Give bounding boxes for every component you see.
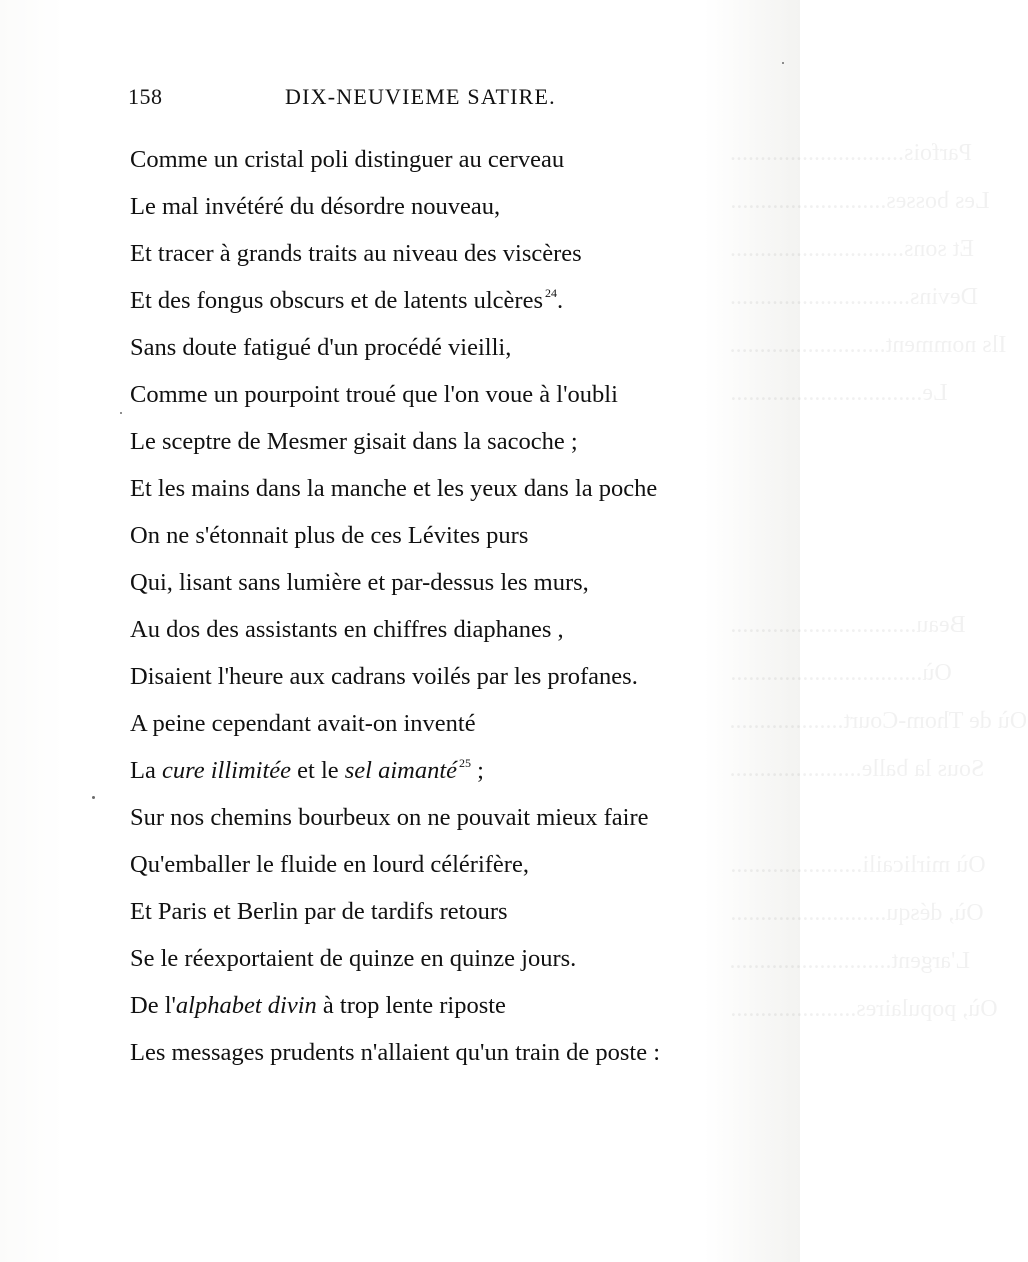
verse-line: Les messages prudents n'allaient qu'un train de poste : (130, 1039, 661, 1066)
verse-line: De l'alphabet divin à trop lente riposte (130, 992, 506, 1019)
italic-term: cure illimitée (161, 757, 292, 784)
verse-line: Et tracer à grands traits au niveau des viscères (130, 240, 582, 267)
paper-speck (92, 796, 95, 799)
verse-line: Qui, lisant sans lumière et par-dessus les murs, (130, 569, 589, 596)
verse-line: Comme un pourpoint troué que l'on voue à l'oubli (130, 381, 618, 408)
verse-block (130, 136, 730, 1076)
page-number: 158 (128, 84, 163, 109)
paper-speck (782, 62, 784, 64)
verse-line: Le mal invétéré du désordre nouveau, (130, 193, 501, 220)
verse-line: Et Paris et Berlin par de tardifs retours (130, 898, 508, 925)
verse-line: Disaient l'heure aux cadrans voilés par les profanes. (130, 663, 638, 690)
footnote-marker: 25 (459, 756, 472, 770)
footnote-marker: 24 (544, 286, 557, 300)
verso-show-through: Parfois............................. Les bosses.......................... Et sons............................. Devins.............................. Ils nomment.......................... Le................................ Beau............................... Où................................ Où de Thom-Court................... Sous la balle...................... Où mirlicaili...................... Où, désqu.......................... L'argent........................... Où, populaires..................... (730, 140, 1028, 1022)
verse-line: Comme un cristal poli distinguer au cerveau (130, 146, 565, 173)
verse-line: Le sceptre de Mesmer gisait dans la sacoche ; (130, 428, 578, 455)
verse-line: Et des fongus obscurs et de latents ulcères $^{24}$. (130, 286, 564, 314)
italic-term: sel aimanté (344, 757, 458, 784)
verse-line: A peine cependant avait-on inventé (130, 710, 476, 737)
verse-line: La cure illimitée et le sel aimanté $^{25}$ ; (130, 756, 484, 784)
running-header (0, 84, 800, 114)
verse-line: Sans doute fatigué d'un procédé vieilli, (130, 334, 512, 361)
running-title: DIX-NEUVIEME SATIRE. (285, 84, 556, 109)
italic-term: alphabet divin (175, 992, 317, 1019)
verse-line: Sur nos chemins bourbeux on ne pouvait mieux faire (130, 804, 649, 831)
verse-line: Et les mains dans la manche et les yeux dans la poche (130, 475, 658, 502)
verse-line: Qu'emballer le fluide en lourd célérifère, (130, 851, 529, 878)
verse-line: On ne s'étonnait plus de ces Lévites purs (130, 522, 529, 549)
paper-speck (120, 412, 122, 414)
verse-line: Au dos des assistants en chiffres diaphanes , (130, 616, 564, 643)
verse-line: Se le réexportaient de quinze en quinze jours. (130, 945, 577, 972)
